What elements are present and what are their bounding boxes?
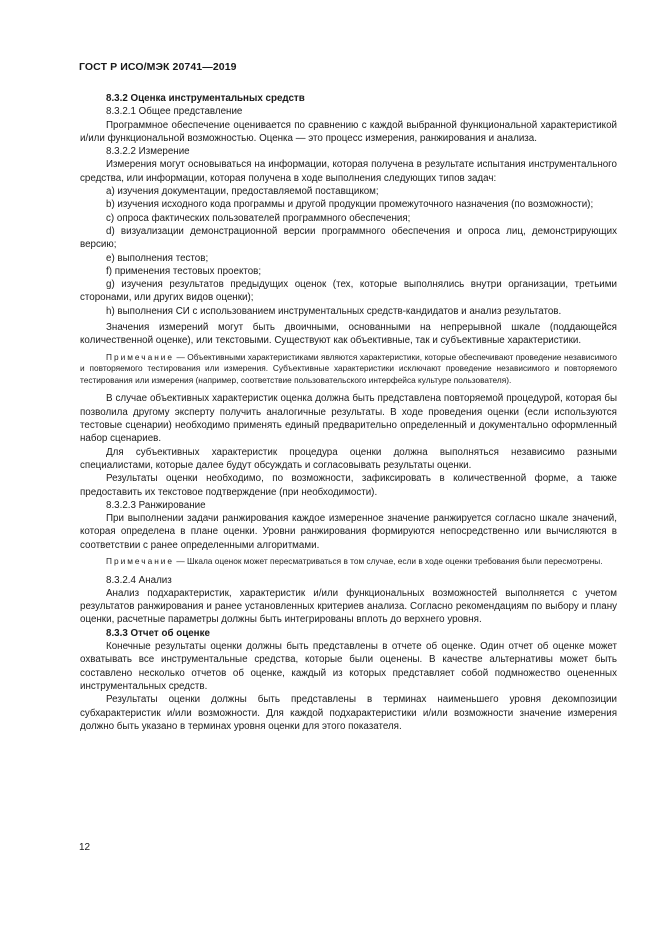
body-paragraph: g) изучения результатов предыдущих оценок (тех, которые выполнялись внутри организации, третьими сторонами, или других видов оценки);: [80, 279, 617, 304]
note-text: — Шкала оценок может пересматриваться в том случае, если в ходе оценки требования были пересмотрены.: [174, 555, 603, 566]
page-number: 12: [79, 842, 91, 853]
body-paragraph: Программное обеспечение оценивается по сравнению с каждой выбранной функциональной характеристикой и/или функциональной возможностью. Оценка — это процесс измерения, ранжирования и анализа.: [80, 119, 617, 144]
body-paragraph: d) визуализации демонстрационной версии программного обеспечения и опроса лиц, демонстрирующих версию;: [80, 225, 617, 251]
body-paragraph: Для субъективных характеристик процедура оценки должна выполняться независимо разными специалистами, которые далее будут обсуждать и согласовывать результаты оценки.: [80, 446, 617, 471]
document-body: [80, 92, 617, 733]
note-paragraph: [80, 352, 617, 387]
body-paragraph: Результаты оценки должны быть представлены в терминах наименьшего уровня декомпозиции субхарактеристик и/или возможности. Для каждой подхарактеристики и/или возможности значение измерения должно быть указано в терминах уровня оценки для этого показателя.: [80, 694, 617, 732]
body-paragraph: Конечные результаты оценки должны быть представлены в отчете об оценке. Один отчет об оценке может охватывать все инструментальные средства, которые были оценены. В качестве альтернативы может быть составлено несколько отчетов об оценке, каждый из которых представляет собой подмножество оцененных инструментальных средств.: [80, 641, 617, 692]
body-paragraph: e) выполнения тестов;: [106, 252, 209, 264]
body-paragraph: Значения измерений могут быть двоичными, основанными на непрерывной шкале (поддающейся количественной оценке), или текстовыми. Существуют как объективные, так и субъективные характеристики.: [80, 322, 617, 347]
note-text: — Объективными характеристиками являются характеристики, которые обеспечивают проведение независимого и повторяемого тестирования или измерения. Субъективные характеристики исключают проведение независимого и повторяемого тестирования или измерения (например, соответствие пользовательского интерфейса культуре пользователя).: [80, 351, 617, 385]
body-paragraph: b) изучения исходного кода программы и другой продукции промежуточного назначения (по возможности);: [106, 199, 594, 211]
note-label: Примечание: [106, 351, 175, 362]
body-paragraph: Измерения могут основываться на информации, которая получена в результате испытания инструментального средства, или информации, которая получена в ходе выполнения следующих типов задач:: [80, 159, 617, 184]
body-paragraph: f) применения тестовых проектов;: [106, 265, 262, 277]
body-paragraph: a) изучения документации, предоставляемой поставщиком;: [106, 186, 379, 198]
body-paragraph: 8.3.2.2 Измерение: [106, 146, 190, 158]
section-heading: 8.3.2 Оценка инструментальных средств: [106, 93, 305, 104]
body-paragraph: h) выполнения СИ с использованием инструментальных средств-кандидатов и анализ результатов.: [106, 305, 562, 317]
note-label: Примечание: [106, 555, 175, 566]
section-heading: 8.3.3 Отчет об оценке: [106, 627, 210, 639]
document-header: ГОСТ Р ИСО/МЭК 20741—2019: [79, 61, 237, 73]
body-paragraph: При выполнении задачи ранжирования каждое измеренное значение ранжируется согласно шкале значений, которая определена в плане оценки. Уровни ранжирования формируются непосредственно или вычисляются в соответствии с ранее определенными алгоритмами.: [80, 513, 617, 551]
body-paragraph: Результаты оценки необходимо, по возможности, зафиксировать в количественной форме, а также предоставить их текстовое подтверждение (при необходимости).: [80, 473, 617, 498]
body-paragraph: 8.3.2.3 Ранжирование: [106, 499, 206, 511]
body-paragraph: 8.3.2.1 Общее представление: [106, 106, 243, 118]
body-paragraph: 8.3.2.4 Анализ: [106, 574, 172, 586]
body-paragraph: В случае объективных характеристик оценка должна быть представлена повторяемой процедурой, которая бы позволила другому эксперту получить аналогичные результаты. В ходе проведения оценки (если используются тестовые сценарии) необходимо применять единый предварительно определенный и документально оформленный набор сценариев.: [80, 393, 617, 445]
body-paragraph: Анализ подхарактеристик, характеристик и/или функциональных возможностей выполняется с учетом результатов ранжирования и ранее установленных критериев анализа. Согласно рекомендациям по выбору и плану оценки, расчетные параметры должны быть интегрированы вплоть до верхнего уровня.: [80, 587, 617, 626]
body-paragraph: c) опроса фактических пользователей программного обеспечения;: [106, 212, 411, 224]
note-paragraph: [80, 556, 617, 568]
